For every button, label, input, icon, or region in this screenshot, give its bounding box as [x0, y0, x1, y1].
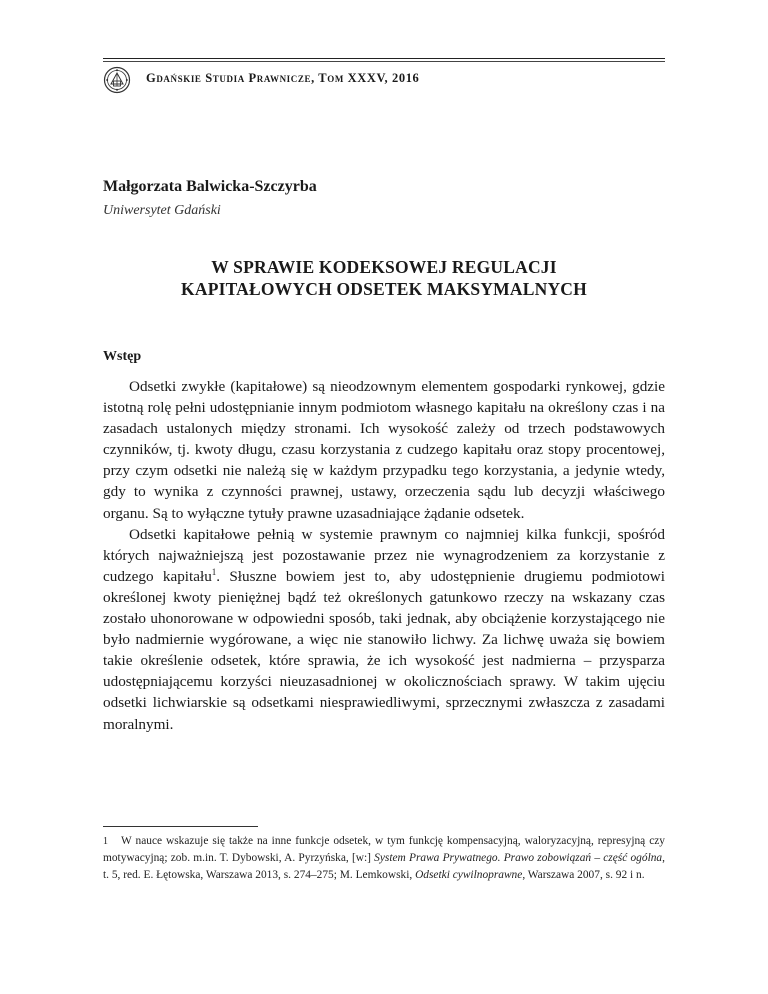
footnote-reference[interactable]: 1	[211, 566, 217, 577]
footnote-text-e: , Warszawa 2007, s. 92 i n.	[522, 869, 645, 881]
author-name: Małgorzata Balwicka-Szczyrba	[103, 178, 317, 195]
footnote-text-b: System Prawa Prywatnego. Prawo zobowiązań – część ogólna	[374, 852, 663, 864]
article-title	[103, 256, 665, 300]
footnote-number: 1	[103, 836, 108, 847]
footnote	[103, 833, 665, 884]
title-line-2: KAPITAŁOWYCH ODSETEK MAKSYMALNYCH	[181, 279, 587, 299]
author-affiliation: Uniwersytet Gdański	[103, 203, 221, 218]
paragraph-2	[103, 524, 665, 735]
paragraph-2-text-b: . Słuszne bowiem jest to, aby udostępnienie drugiemu podmiotowi określonej kwoty pieniężnej bądź też określonych gatunkowo rzeczy na wskazany czas zostało uhonorowane w odpowiedni sposób, taki jednak, aby obciążenie korzystającego nie było nadmiernie wygórowane, a więc nie stanowiło lichwy. Za lichwę uważa się bowiem takie określenie odsetek, które sprawia, że ich wysokość jest nadmierna – przysparza udostępniającemu korzyści nieuzasadnionej w okolicznościach sprawy. W takim ujęciu odsetki lichwiarskie są odsetkami niesprawiedliwymi, sprzecznymi zwłaszcza z zasadami moralnymi.	[103, 567, 665, 733]
header-rule-thin	[103, 61, 665, 62]
footnote-text-a: W nauce wskazuje się także na inne funkcje odsetek, w tym funkcję kompensacyjną, waloryzacyjną, represyjną czy motywacyjną; zob. m.in. T. Dybowski, A. Pyrzyńska, [w:]	[103, 835, 665, 864]
paragraph-1: Odsetki zwykłe (kapitałowe) są nieodzownym elementem gospodarki rynkowej, gdzie istotną rolę pełni udostępnianie innym podmiotom własnego kapitału na określony czas i na zasadach ustalonych między stronami. Ich wysokość zależy od trzech podstawowych czynników, tj. kwoty długu, czasu korzystania z cudzego kapitału oraz stopy procentowej, przy czym odsetki nie należą się w każdym przypadku tego korzystania, a jedynie wtedy, gdy to wynika z czynności prawnej, ustawy, orzeczenia sądu lub decyzji właściwego organu. Są to wyłączne tytuły prawne uzasadniające żądanie odsetek.	[103, 378, 665, 522]
footnote-text-d: Odsetki cywilnoprawne	[415, 869, 523, 881]
header-rule	[103, 58, 665, 59]
footnote-separator	[103, 826, 258, 827]
section-heading: Wstęp	[103, 349, 142, 364]
title-line-1: W SPRAWIE KODEKSOWEJ REGULACJI	[211, 257, 557, 277]
university-emblem-icon	[103, 66, 131, 94]
article-body	[103, 376, 665, 735]
journal-title: Gdańskie Studia Prawnicze, Tom XXXV, 2016	[146, 71, 420, 85]
paragraph-2-text-a: Odsetki kapitałowe pełnią w systemie prawnym co najmniej kilka funkcji, spośród których najważniejszą jest pozostawanie przez nie wynagrodzeniem za korzystanie z cudzego kapitału	[103, 525, 665, 585]
footnote-text-c: , t. 5, red. E. Łętowska, Warszawa 2013, s. 274–275; M. Lemkowski,	[103, 852, 665, 881]
